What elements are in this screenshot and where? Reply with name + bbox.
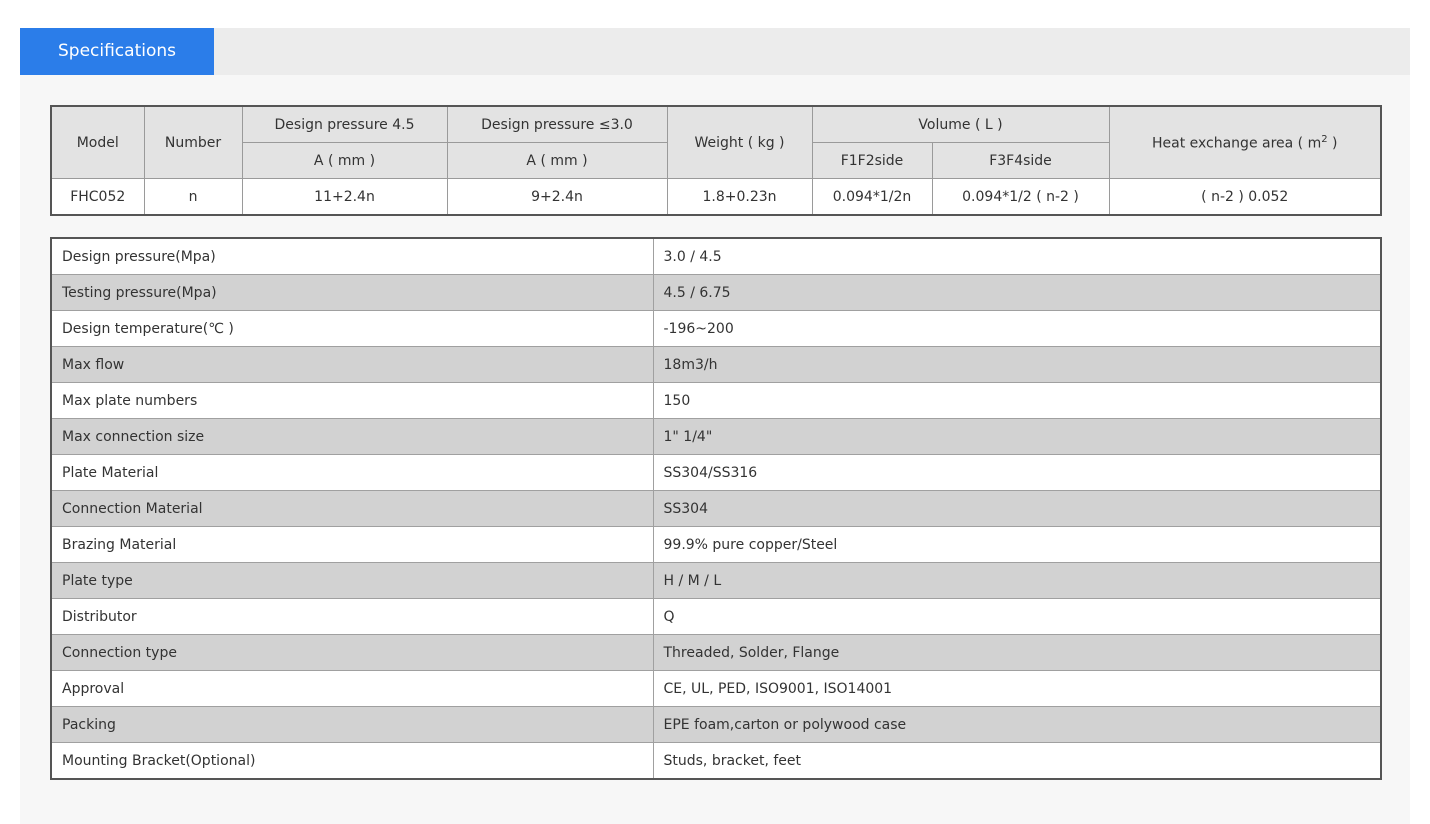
header-heat-exchange-area (1109, 106, 1381, 179)
header-area-suffix: ) (1327, 135, 1338, 152)
table-row (51, 419, 1381, 455)
header-a-mm-4-5: A ( mm ) (242, 143, 447, 179)
table-row (51, 311, 1381, 347)
specification-table (50, 105, 1382, 216)
property-label: Distributor (51, 599, 653, 635)
header-f3f4side: F3F4side (932, 143, 1109, 179)
table-header-row (51, 106, 1381, 143)
property-label: Connection Material (51, 491, 653, 527)
table-row (51, 347, 1381, 383)
property-value: EPE foam,carton or polywood case (653, 707, 1381, 743)
table-row (51, 238, 1381, 275)
property-label: Design pressure(Mpa) (51, 238, 653, 275)
cell-f3f4: 0.094*1/2 ( n-2 ) (932, 179, 1109, 216)
table-row (51, 563, 1381, 599)
header-design-pressure-4-5: Design pressure 4.5 (242, 106, 447, 143)
property-label: Testing pressure(Mpa) (51, 275, 653, 311)
header-model: Model (51, 106, 144, 179)
property-label: Connection type (51, 635, 653, 671)
cell-dp30: 9+2.4n (447, 179, 667, 216)
property-label: Brazing Material (51, 527, 653, 563)
property-label: Max flow (51, 347, 653, 383)
property-value: -196~200 (653, 311, 1381, 347)
header-a-mm-3-0: A ( mm ) (447, 143, 667, 179)
property-value: 3.0 / 4.5 (653, 238, 1381, 275)
header-area-superscript: 2 (1321, 133, 1328, 145)
property-value: SS304 (653, 491, 1381, 527)
table-row (51, 179, 1381, 216)
property-value: 18m3/h (653, 347, 1381, 383)
table-row (51, 527, 1381, 563)
table-row (51, 635, 1381, 671)
property-label: Design temperature(℃ ) (51, 311, 653, 347)
property-value: H / M / L (653, 563, 1381, 599)
property-value: 99.9% pure copper/Steel (653, 527, 1381, 563)
property-value: Studs, bracket, feet (653, 743, 1381, 780)
cell-model: FHC052 (51, 179, 144, 216)
property-label: Packing (51, 707, 653, 743)
table-row (51, 599, 1381, 635)
property-label: Plate Material (51, 455, 653, 491)
header-design-pressure-3-0: Design pressure ≤3.0 (447, 106, 667, 143)
tab-bar (20, 28, 1410, 75)
header-f1f2side: F1F2side (812, 143, 932, 179)
table-row (51, 671, 1381, 707)
table-row (51, 455, 1381, 491)
table-row (51, 707, 1381, 743)
property-value: SS304/SS316 (653, 455, 1381, 491)
properties-table (50, 237, 1382, 780)
cell-weight: 1.8+0.23n (667, 179, 812, 216)
property-value: Q (653, 599, 1381, 635)
header-volume: Volume ( L ) (812, 106, 1109, 143)
table-row (51, 491, 1381, 527)
header-area-prefix: Heat exchange area ( m (1151, 135, 1322, 152)
table-row (51, 743, 1381, 780)
table-row (51, 275, 1381, 311)
cell-f1f2: 0.094*1/2n (812, 179, 932, 216)
cell-number: n (144, 179, 242, 216)
property-value: 4.5 / 6.75 (653, 275, 1381, 311)
property-value: CE, UL, PED, ISO9001, ISO14001 (653, 671, 1381, 707)
cell-dp45: 11+2.4n (242, 179, 447, 216)
property-label: Max connection size (51, 419, 653, 455)
property-label: Plate type (51, 563, 653, 599)
property-label: Mounting Bracket(Optional) (51, 743, 653, 780)
property-value: 1" 1/4" (653, 419, 1381, 455)
property-value: 150 (653, 383, 1381, 419)
property-value: Threaded, Solder, Flange (653, 635, 1381, 671)
header-weight: Weight ( kg ) (667, 106, 812, 179)
header-number: Number (144, 106, 242, 179)
tab-specifications[interactable]: Specifications (20, 28, 214, 75)
property-label: Approval (51, 671, 653, 707)
table-row (51, 383, 1381, 419)
property-label: Max plate numbers (51, 383, 653, 419)
cell-area: ( n-2 ) 0.052 (1109, 179, 1381, 216)
